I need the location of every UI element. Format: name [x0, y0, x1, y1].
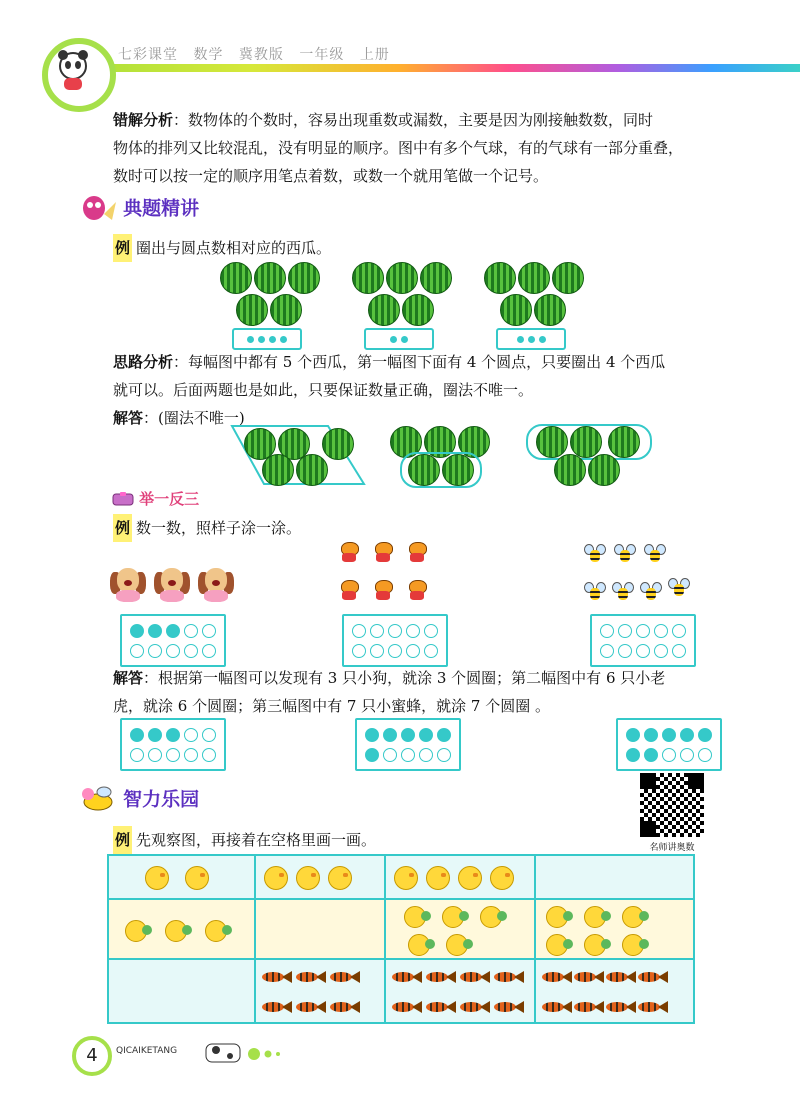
question-grid-2[interactable]	[342, 614, 448, 667]
watermelon-icon	[220, 262, 252, 294]
fish-icon	[574, 970, 604, 984]
dot-box-1	[232, 328, 302, 350]
section1-header	[78, 192, 199, 222]
puppy-icon	[110, 566, 146, 602]
watermelon-icon	[352, 262, 384, 294]
table-cell	[255, 959, 385, 1023]
chick-icon	[490, 866, 514, 890]
watermelon-icon	[588, 454, 620, 486]
table-cell	[385, 959, 535, 1023]
watermelon-icon	[322, 428, 354, 460]
chick-with-leaf-icon	[125, 920, 151, 940]
chick-with-leaf-icon	[622, 934, 648, 954]
example-tag: 例	[113, 514, 132, 542]
table-cell	[255, 855, 385, 899]
puppy-icon	[154, 566, 190, 602]
table-cell	[108, 899, 255, 959]
watermelon-icon	[270, 294, 302, 326]
section2-answer-line-2: 虎，就涂 6 个圆圈；第三幅图中有 7 只小蜜蜂，就涂 7 个圆圈 。	[113, 697, 551, 715]
melon-group-1	[218, 262, 328, 352]
answer-grid-2	[355, 718, 461, 771]
table-cell-blank[interactable]	[255, 899, 385, 959]
header-title	[118, 44, 400, 64]
pencil-case-icon	[112, 491, 134, 507]
bee-icon	[584, 582, 606, 604]
fish-icon	[460, 1000, 490, 1014]
table-row	[108, 959, 694, 1023]
section1-example	[113, 234, 331, 262]
error-analysis-line-1: 错解分析：数物体的个数时，容易出现重数或漏数，主要是因为刚接触数数，同时	[113, 111, 654, 129]
mascot-logo	[42, 38, 116, 112]
fish-icon	[494, 970, 524, 984]
bee-icon	[668, 578, 690, 600]
fish-icon	[606, 1000, 636, 1014]
watermelon-icon	[608, 426, 640, 458]
footer-brand: QICAIKETANG	[116, 1046, 178, 1056]
watermelon-icon	[536, 426, 568, 458]
fish-icon	[606, 970, 636, 984]
watermelon-icon	[484, 262, 516, 294]
series-name: 七彩课堂	[118, 47, 178, 63]
watermelon-icon	[552, 262, 584, 294]
section2-title: 举一反三	[139, 490, 200, 508]
watermelon-icon	[254, 262, 286, 294]
tiger-icon	[406, 580, 428, 600]
strawberry-mascot-icon	[78, 192, 118, 222]
bee-mascot-icon	[78, 784, 118, 812]
bee-group	[582, 542, 692, 612]
fish-icon	[330, 1000, 360, 1014]
tiger-icon	[372, 580, 394, 600]
chick-with-leaf-icon	[584, 906, 610, 926]
chick-icon	[145, 866, 169, 890]
example-text: 数一数，照样子涂一涂。	[136, 519, 302, 537]
fish-icon	[296, 1000, 326, 1014]
analysis-line-1: 思路分析：每幅图中都有 5 个西瓜，第一幅图下面有 4 个圆点，只要圈出 4 个西瓜	[113, 353, 666, 371]
fish-icon	[392, 970, 422, 984]
fish-icon	[638, 970, 668, 984]
chick-with-leaf-icon	[205, 920, 231, 940]
section2-example	[113, 514, 301, 542]
chick-with-leaf-icon	[404, 906, 430, 926]
watermelon-icon	[554, 454, 586, 486]
error-analysis-line-3: 数时可以按一定的顺序用笔点着数，或数一个就用笔做一个记号。	[113, 167, 549, 185]
tiger-icon	[406, 542, 428, 562]
answer-label: 解答	[113, 669, 144, 687]
subject: 数学	[193, 47, 224, 63]
pattern-table	[107, 854, 695, 1024]
watermelon-icon	[236, 294, 268, 326]
section2-header	[112, 488, 199, 509]
fish-icon	[296, 970, 326, 984]
chick-icon	[426, 866, 450, 890]
fish-icon	[262, 1000, 292, 1014]
chick-icon	[264, 866, 288, 890]
chick-icon	[296, 866, 320, 890]
puppy-group	[110, 566, 240, 606]
fish-icon	[638, 1000, 668, 1014]
bee-icon	[612, 582, 634, 604]
puppy-icon	[198, 566, 234, 602]
chick-with-leaf-icon	[546, 934, 572, 954]
section3-header	[78, 784, 199, 812]
section3-example	[113, 826, 376, 854]
bee-icon	[644, 544, 666, 566]
answer-melon-group-2	[386, 424, 506, 486]
answer-line: 解答：(圈法不唯一)	[113, 409, 245, 427]
melon-group-2	[350, 262, 460, 352]
table-cell	[385, 855, 535, 899]
chick-with-leaf-icon	[446, 934, 472, 954]
page-number: 4	[72, 1036, 112, 1076]
table-cell	[385, 899, 535, 959]
edition: 冀教版	[238, 47, 284, 63]
panda-icon	[48, 44, 98, 94]
example-text: 圈出与圆点数相对应的西瓜。	[136, 239, 332, 257]
fish-icon	[330, 970, 360, 984]
chick-with-leaf-icon	[584, 934, 610, 954]
fish-icon	[542, 970, 572, 984]
fish-icon	[426, 970, 456, 984]
dot-box-2	[364, 328, 434, 350]
tiger-icon	[372, 542, 394, 562]
bee-icon	[640, 582, 662, 604]
analysis-line-2: 就可以。后面两题也是如此，只要保证数量正确，圈法不唯一。	[113, 381, 534, 399]
volume: 上册	[359, 47, 390, 63]
cow-mascot-icon	[200, 1036, 290, 1068]
answer-melon-group-3	[526, 424, 652, 486]
table-cell	[108, 855, 255, 899]
grade: 一年级	[299, 47, 345, 63]
section2-answer-line-1: 解答：根据第一幅图可以发现有 3 只小狗，就涂 3 个圆圈；第二幅图中有 6 只小老	[113, 669, 666, 687]
section1-analysis	[113, 348, 733, 432]
melon-group-3	[482, 262, 592, 352]
watermelon-icon	[386, 262, 418, 294]
chick-with-leaf-icon	[546, 906, 572, 926]
watermelon-icon	[402, 294, 434, 326]
question-grid-1	[120, 614, 226, 667]
chick-with-leaf-icon	[622, 906, 648, 926]
tiger-icon	[338, 580, 360, 600]
answer-grid-3	[616, 718, 722, 771]
watermelon-icon	[570, 426, 602, 458]
table-cell	[535, 899, 694, 959]
qr-code[interactable]	[640, 773, 704, 837]
error-analysis-block	[113, 106, 733, 190]
watermelon-icon	[420, 262, 452, 294]
dot-box-3	[496, 328, 566, 350]
watermelon-icon	[442, 454, 474, 486]
watermelon-icon	[500, 294, 532, 326]
table-row	[108, 855, 694, 899]
table-cell-blank[interactable]	[108, 959, 255, 1023]
tiger-icon	[338, 542, 360, 562]
example-tag: 例	[113, 234, 132, 262]
answer-grid-1	[120, 718, 226, 771]
fish-icon	[392, 1000, 422, 1014]
tiger-group	[338, 542, 438, 612]
section2-answer	[113, 664, 733, 720]
fish-icon	[262, 970, 292, 984]
error-analysis-line-2: 物体的排列又比较混乱，没有明显的顺序。图中有多个气球，有的气球有一部分重叠，	[113, 139, 684, 157]
watermelon-icon	[296, 454, 328, 486]
chick-icon	[458, 866, 482, 890]
fish-icon	[574, 1000, 604, 1014]
chick-icon	[185, 866, 209, 890]
watermelon-icon	[368, 294, 400, 326]
chick-icon	[328, 866, 352, 890]
chick-with-leaf-icon	[165, 920, 191, 940]
chick-with-leaf-icon	[442, 906, 468, 926]
bee-icon	[584, 544, 606, 566]
chick-with-leaf-icon	[480, 906, 506, 926]
question-grid-3[interactable]	[590, 614, 696, 667]
qr-caption: 名师讲奥数	[649, 843, 695, 853]
fish-icon	[460, 970, 490, 984]
bee-icon	[614, 544, 636, 566]
watermelon-icon	[408, 454, 440, 486]
section3-title: 智力乐园	[123, 788, 200, 811]
table-cell-blank[interactable]	[535, 855, 694, 899]
answer-melon-group-1	[228, 424, 368, 486]
error-analysis-label: 错解分析	[113, 111, 174, 129]
watermelon-icon	[518, 262, 550, 294]
table-row	[108, 899, 694, 959]
fish-icon	[542, 1000, 572, 1014]
example-tag: 例	[113, 826, 132, 854]
watermelon-icon	[288, 262, 320, 294]
chick-icon	[394, 866, 418, 890]
watermelon-icon	[262, 454, 294, 486]
table-cell	[535, 959, 694, 1023]
fish-icon	[494, 1000, 524, 1014]
answer-label: 解答	[113, 409, 144, 427]
chick-with-leaf-icon	[408, 934, 434, 954]
analysis-label: 思路分析	[113, 353, 174, 371]
header-rainbow-bar	[70, 64, 800, 72]
fish-icon	[426, 1000, 456, 1014]
example-text: 先观察图，再接着在空格里画一画。	[136, 831, 377, 849]
section1-title: 典题精讲	[123, 197, 200, 220]
watermelon-icon	[534, 294, 566, 326]
